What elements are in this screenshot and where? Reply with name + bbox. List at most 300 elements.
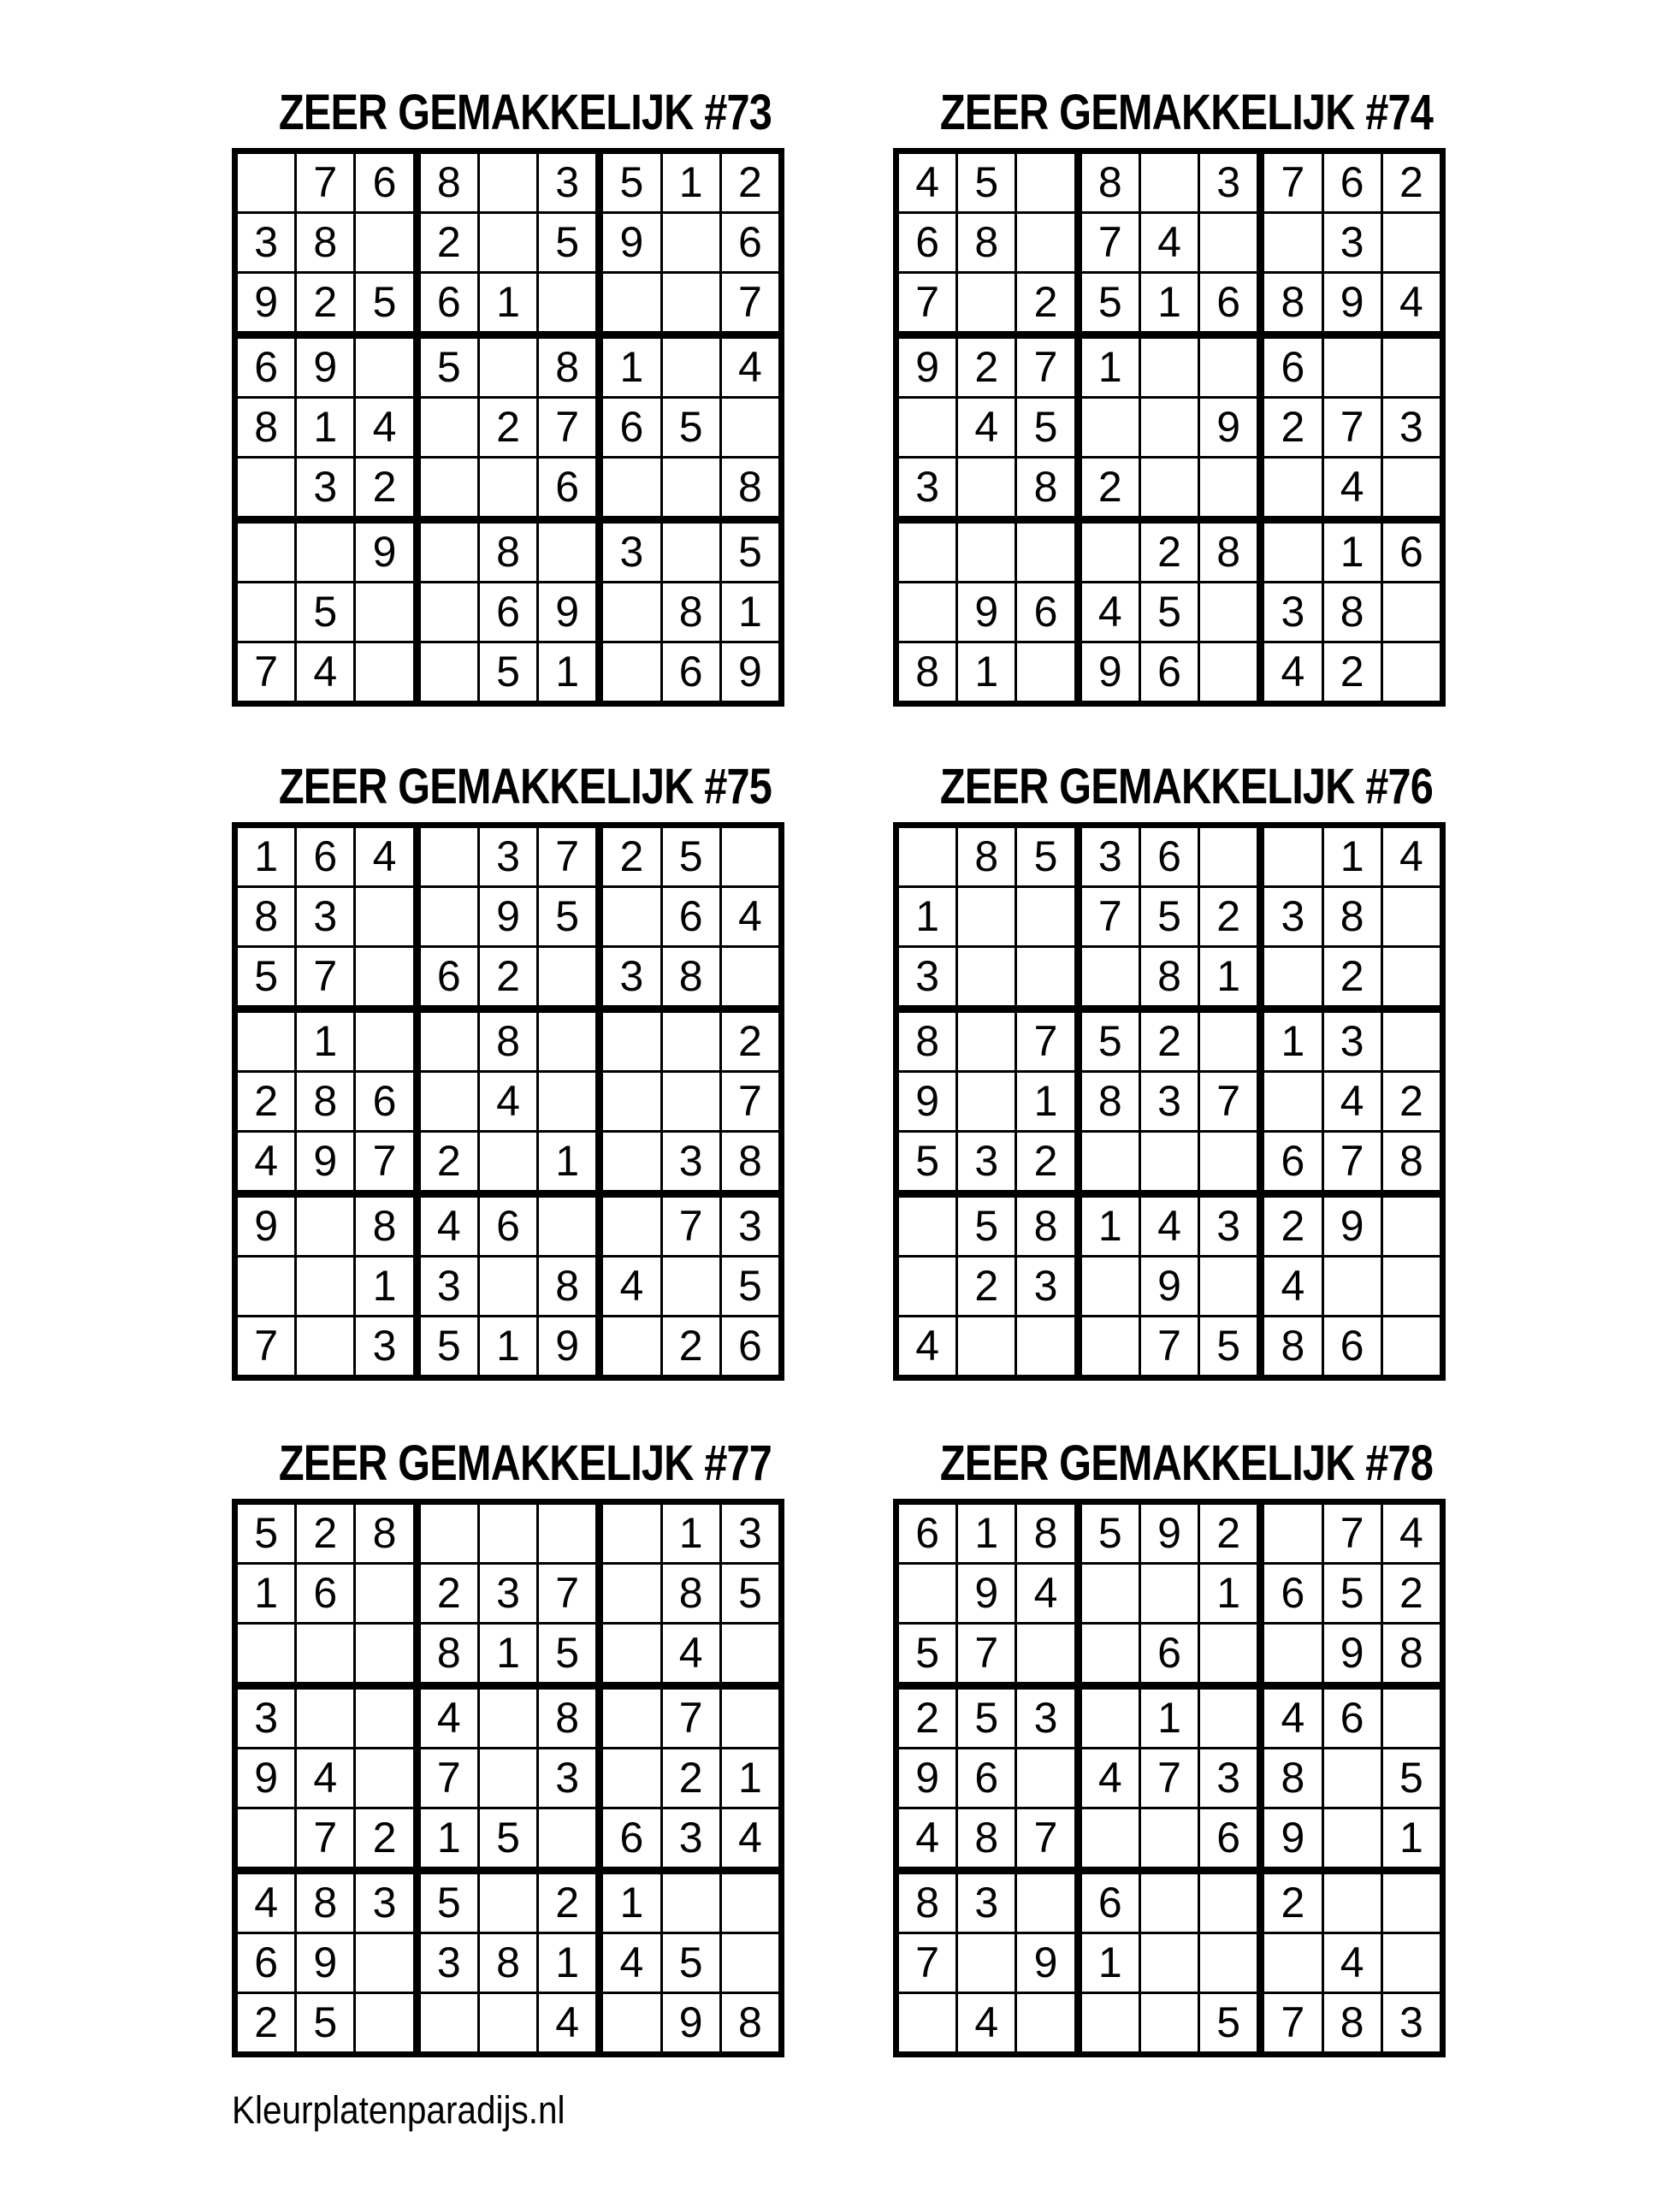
sudoku-cell: 5 bbox=[957, 1686, 1016, 1749]
sudoku-row bbox=[896, 1808, 1443, 1871]
sudoku-cell: 7 bbox=[538, 826, 600, 887]
sudoku-cell: 4 bbox=[1016, 1564, 1078, 1624]
sudoku-cell: 3 bbox=[1078, 826, 1139, 887]
sudoku-cell-empty bbox=[1199, 335, 1261, 398]
sudoku-cell: 1 bbox=[1016, 1072, 1078, 1132]
sudoku-cell-empty bbox=[661, 458, 720, 520]
sudoku-cell-empty bbox=[661, 273, 720, 335]
sudoku-cell-empty bbox=[355, 583, 417, 642]
sudoku-row bbox=[896, 213, 1443, 273]
puzzle-title-text: ZEER GEMAKKELIJK #76 bbox=[939, 759, 1433, 814]
sudoku-cell: 5 bbox=[355, 273, 417, 335]
sudoku-cell: 8 bbox=[1016, 1194, 1078, 1257]
sudoku-cell: 8 bbox=[478, 1009, 537, 1072]
sudoku-grid-73 bbox=[232, 148, 784, 707]
puzzle-title-76 bbox=[893, 759, 1446, 814]
sudoku-cell-empty bbox=[235, 583, 296, 642]
sudoku-cell: 7 bbox=[1322, 1502, 1381, 1564]
sudoku-cell: 8 bbox=[538, 335, 600, 398]
sudoku-cell-empty bbox=[1016, 151, 1078, 213]
sudoku-row bbox=[896, 273, 1443, 335]
sudoku-cell: 5 bbox=[1016, 826, 1078, 887]
footer bbox=[232, 2088, 1680, 2133]
sudoku-cell: 1 bbox=[417, 1808, 478, 1871]
sudoku-cell-empty bbox=[661, 1257, 720, 1317]
sudoku-cell: 3 bbox=[1261, 583, 1322, 642]
puzzle-block-77 bbox=[232, 1435, 784, 2057]
sudoku-cell-empty bbox=[1381, 1194, 1442, 1257]
sudoku-row bbox=[896, 1933, 1443, 1993]
sudoku-cell: 3 bbox=[478, 1564, 537, 1624]
sudoku-cell-empty bbox=[235, 1257, 296, 1317]
sudoku-cell: 5 bbox=[957, 1194, 1016, 1257]
sudoku-cell-empty bbox=[720, 1871, 781, 1933]
sudoku-cell: 6 bbox=[1139, 1624, 1198, 1686]
sudoku-cell-empty bbox=[1016, 1749, 1078, 1808]
puzzle-block-73 bbox=[232, 85, 784, 707]
sudoku-cell: 6 bbox=[1199, 273, 1261, 335]
sudoku-cell: 8 bbox=[661, 583, 720, 642]
sudoku-cell: 8 bbox=[1016, 1502, 1078, 1564]
sudoku-cell: 9 bbox=[957, 583, 1016, 642]
sudoku-cell-empty bbox=[355, 1009, 417, 1072]
sudoku-cell-empty bbox=[1078, 520, 1139, 583]
sudoku-cell: 2 bbox=[296, 1502, 355, 1564]
sudoku-cell-empty bbox=[478, 151, 537, 213]
sudoku-cell: 3 bbox=[1322, 213, 1381, 273]
puzzle-row-3 bbox=[232, 1435, 1680, 2057]
sudoku-cell: 6 bbox=[235, 335, 296, 398]
sudoku-cell-empty bbox=[600, 642, 661, 704]
sudoku-cell: 5 bbox=[661, 826, 720, 887]
sudoku-row bbox=[896, 1194, 1443, 1257]
sudoku-cell: 4 bbox=[896, 1317, 957, 1378]
sudoku-grid-77 bbox=[232, 1499, 784, 2057]
sudoku-cell: 1 bbox=[957, 1502, 1016, 1564]
sudoku-row bbox=[896, 1993, 1443, 2055]
sudoku-cell-empty bbox=[1261, 947, 1322, 1009]
sudoku-cell: 5 bbox=[296, 583, 355, 642]
sudoku-cell: 9 bbox=[896, 1749, 957, 1808]
sudoku-cell: 5 bbox=[1322, 1564, 1381, 1624]
sudoku-row bbox=[235, 1317, 782, 1378]
sudoku-cell: 1 bbox=[538, 642, 600, 704]
sudoku-cell-empty bbox=[478, 335, 537, 398]
sudoku-cell-empty bbox=[538, 1072, 600, 1132]
sudoku-cell-empty bbox=[1199, 1624, 1261, 1686]
puzzle-block-74 bbox=[893, 85, 1446, 707]
sudoku-cell: 9 bbox=[957, 1564, 1016, 1624]
sudoku-cell: 4 bbox=[661, 1624, 720, 1686]
sudoku-cell-empty bbox=[1139, 1132, 1198, 1194]
sudoku-cell: 1 bbox=[235, 826, 296, 887]
sudoku-cell-empty bbox=[661, 335, 720, 398]
sudoku-row bbox=[896, 1317, 1443, 1378]
sudoku-cell: 9 bbox=[538, 1317, 600, 1378]
sudoku-cell: 4 bbox=[896, 1808, 957, 1871]
sudoku-cell: 5 bbox=[235, 1502, 296, 1564]
sudoku-cell: 2 bbox=[1322, 642, 1381, 704]
sudoku-cell: 1 bbox=[720, 583, 781, 642]
sudoku-cell: 7 bbox=[720, 273, 781, 335]
sudoku-cell: 7 bbox=[1078, 213, 1139, 273]
puzzle-title-text: ZEER GEMAKKELIJK #77 bbox=[278, 1435, 772, 1491]
sudoku-row bbox=[896, 1749, 1443, 1808]
sudoku-cell-empty bbox=[296, 1624, 355, 1686]
sudoku-cell: 3 bbox=[417, 1933, 478, 1993]
sudoku-cell-empty bbox=[1199, 1871, 1261, 1933]
sudoku-cell-empty bbox=[1381, 887, 1442, 947]
puzzle-title-78 bbox=[893, 1435, 1446, 1491]
sudoku-row bbox=[235, 1933, 782, 1993]
sudoku-row bbox=[235, 1749, 782, 1808]
sudoku-row bbox=[235, 1009, 782, 1072]
sudoku-cell: 8 bbox=[1322, 1993, 1381, 2055]
sudoku-cell: 4 bbox=[478, 1072, 537, 1132]
sudoku-cell: 8 bbox=[355, 1194, 417, 1257]
sudoku-cell: 4 bbox=[1261, 1257, 1322, 1317]
sudoku-cell: 7 bbox=[896, 1933, 957, 1993]
sudoku-row bbox=[896, 947, 1443, 1009]
sudoku-cell: 4 bbox=[1139, 213, 1198, 273]
sudoku-cell-empty bbox=[600, 1686, 661, 1749]
sudoku-cell: 5 bbox=[417, 1871, 478, 1933]
sudoku-cell-empty bbox=[957, 1933, 1016, 1993]
sudoku-cell: 2 bbox=[1016, 1132, 1078, 1194]
sudoku-cell-empty bbox=[478, 213, 537, 273]
sudoku-cell-empty bbox=[600, 887, 661, 947]
sudoku-cell: 2 bbox=[478, 947, 537, 1009]
sudoku-cell-empty bbox=[1261, 1502, 1322, 1564]
sudoku-cell: 2 bbox=[1261, 1194, 1322, 1257]
sudoku-cell: 5 bbox=[1199, 1317, 1261, 1378]
sudoku-row bbox=[235, 398, 782, 458]
sudoku-cell: 6 bbox=[957, 1749, 1016, 1808]
sudoku-cell: 8 bbox=[1078, 151, 1139, 213]
sudoku-cell: 1 bbox=[355, 1257, 417, 1317]
sudoku-cell-empty bbox=[1381, 335, 1442, 398]
puzzle-row-1 bbox=[232, 85, 1680, 707]
sudoku-cell-empty bbox=[417, 583, 478, 642]
sudoku-cell: 9 bbox=[355, 520, 417, 583]
sudoku-cell: 2 bbox=[720, 1009, 781, 1072]
sudoku-cell: 6 bbox=[1322, 151, 1381, 213]
sudoku-cell-empty bbox=[1381, 1871, 1442, 1933]
puzzle-title-77 bbox=[232, 1435, 784, 1491]
sudoku-row bbox=[896, 1502, 1443, 1564]
sudoku-cell: 6 bbox=[1078, 1871, 1139, 1933]
sudoku-cell: 6 bbox=[1139, 826, 1198, 887]
sudoku-cell: 6 bbox=[538, 458, 600, 520]
sudoku-cell: 1 bbox=[538, 1132, 600, 1194]
sudoku-cell-empty bbox=[1199, 583, 1261, 642]
sudoku-cell-empty bbox=[296, 1194, 355, 1257]
sudoku-cell: 4 bbox=[957, 1993, 1016, 2055]
sudoku-row bbox=[235, 520, 782, 583]
sudoku-cell: 8 bbox=[957, 826, 1016, 887]
sudoku-cell: 7 bbox=[1016, 1009, 1078, 1072]
sudoku-cell: 4 bbox=[600, 1257, 661, 1317]
sudoku-cell-empty bbox=[1139, 1564, 1198, 1624]
sudoku-cell: 6 bbox=[1261, 335, 1322, 398]
sudoku-cell-empty bbox=[538, 1194, 600, 1257]
sudoku-cell: 8 bbox=[1261, 273, 1322, 335]
sudoku-cell-empty bbox=[355, 213, 417, 273]
sudoku-cell: 2 bbox=[235, 1072, 296, 1132]
sudoku-cell-empty bbox=[478, 458, 537, 520]
sudoku-cell-empty bbox=[1199, 1686, 1261, 1749]
sudoku-row bbox=[235, 583, 782, 642]
sudoku-cell-empty bbox=[600, 1749, 661, 1808]
sudoku-cell-empty bbox=[1322, 1257, 1381, 1317]
sudoku-cell-empty bbox=[355, 642, 417, 704]
sudoku-cell: 8 bbox=[235, 887, 296, 947]
sudoku-cell: 8 bbox=[1261, 1749, 1322, 1808]
sudoku-cell-empty bbox=[417, 1993, 478, 2055]
sudoku-cell-empty bbox=[896, 1564, 957, 1624]
sudoku-cell: 5 bbox=[1139, 887, 1198, 947]
sudoku-cell-empty bbox=[1139, 458, 1198, 520]
sudoku-cell: 2 bbox=[661, 1749, 720, 1808]
sudoku-cell-empty bbox=[720, 1686, 781, 1749]
sudoku-cell: 6 bbox=[1322, 1686, 1381, 1749]
sudoku-row bbox=[896, 826, 1443, 887]
sudoku-cell: 5 bbox=[896, 1132, 957, 1194]
sudoku-cell: 1 bbox=[661, 151, 720, 213]
sudoku-cell-empty bbox=[1322, 1749, 1381, 1808]
sudoku-cell: 6 bbox=[417, 947, 478, 1009]
sudoku-cell: 6 bbox=[478, 1194, 537, 1257]
sudoku-cell-empty bbox=[1199, 826, 1261, 887]
sudoku-cell: 1 bbox=[1322, 520, 1381, 583]
sudoku-cell-empty bbox=[296, 1686, 355, 1749]
sudoku-cell: 7 bbox=[661, 1686, 720, 1749]
sudoku-cell-empty bbox=[1199, 1257, 1261, 1317]
sudoku-cell: 9 bbox=[235, 273, 296, 335]
sudoku-cell-empty bbox=[417, 1072, 478, 1132]
sudoku-row bbox=[235, 1132, 782, 1194]
sudoku-cell: 8 bbox=[478, 1933, 537, 1993]
sudoku-row bbox=[235, 642, 782, 704]
sudoku-cell: 6 bbox=[296, 1564, 355, 1624]
sudoku-cell: 3 bbox=[1139, 1072, 1198, 1132]
sudoku-cell-empty bbox=[538, 273, 600, 335]
sudoku-cell-empty bbox=[1139, 151, 1198, 213]
sudoku-cell: 5 bbox=[235, 947, 296, 1009]
sudoku-cell-empty bbox=[661, 1072, 720, 1132]
sudoku-cell-empty bbox=[1016, 642, 1078, 704]
sudoku-row bbox=[235, 213, 782, 273]
sudoku-cell: 6 bbox=[1199, 1808, 1261, 1871]
sudoku-cell: 8 bbox=[1139, 947, 1198, 1009]
sudoku-cell: 4 bbox=[1261, 642, 1322, 704]
sudoku-cell: 6 bbox=[1261, 1132, 1322, 1194]
sudoku-cell: 1 bbox=[1078, 1933, 1139, 1993]
sudoku-cell-empty bbox=[1139, 335, 1198, 398]
sudoku-cell: 1 bbox=[235, 1564, 296, 1624]
sudoku-cell-empty bbox=[957, 520, 1016, 583]
sudoku-cell-empty bbox=[355, 947, 417, 1009]
sudoku-cell: 9 bbox=[1016, 1933, 1078, 1993]
sudoku-cell: 3 bbox=[661, 1132, 720, 1194]
sudoku-cell: 2 bbox=[355, 458, 417, 520]
sudoku-cell: 7 bbox=[538, 1564, 600, 1624]
sudoku-cell: 8 bbox=[1261, 1317, 1322, 1378]
sudoku-cell-empty bbox=[1261, 458, 1322, 520]
sudoku-row bbox=[235, 1194, 782, 1257]
sudoku-cell: 4 bbox=[1261, 1686, 1322, 1749]
sudoku-cell: 6 bbox=[1261, 1564, 1322, 1624]
sudoku-grid-78 bbox=[893, 1499, 1446, 2057]
sudoku-cell-empty bbox=[478, 1686, 537, 1749]
sudoku-cell: 2 bbox=[417, 213, 478, 273]
sudoku-cell: 2 bbox=[957, 335, 1016, 398]
sudoku-cell-empty bbox=[417, 520, 478, 583]
sudoku-cell: 6 bbox=[720, 1317, 781, 1378]
sudoku-cell-empty bbox=[1381, 1933, 1442, 1993]
sudoku-cell: 6 bbox=[1322, 1317, 1381, 1378]
sudoku-cell: 3 bbox=[720, 1194, 781, 1257]
puzzle-row-2 bbox=[232, 759, 1680, 1381]
sudoku-cell: 1 bbox=[296, 1009, 355, 1072]
puzzle-title-text: ZEER GEMAKKELIJK #74 bbox=[939, 85, 1433, 140]
sudoku-cell-empty bbox=[1381, 1686, 1442, 1749]
sudoku-cell-empty bbox=[1261, 1072, 1322, 1132]
sudoku-cell-empty bbox=[417, 642, 478, 704]
sudoku-cell: 7 bbox=[1261, 151, 1322, 213]
sudoku-grid-74 bbox=[893, 148, 1446, 707]
sudoku-cell: 9 bbox=[296, 335, 355, 398]
sudoku-cell: 9 bbox=[1139, 1502, 1198, 1564]
sudoku-cell: 2 bbox=[957, 1257, 1016, 1317]
sudoku-cell: 1 bbox=[1139, 273, 1198, 335]
sudoku-cell: 4 bbox=[235, 1132, 296, 1194]
sudoku-cell-empty bbox=[478, 1257, 537, 1317]
sudoku-cell-empty bbox=[355, 1624, 417, 1686]
sudoku-cell-empty bbox=[478, 1993, 537, 2055]
sudoku-row bbox=[896, 1072, 1443, 1132]
sudoku-cell-empty bbox=[661, 520, 720, 583]
sudoku-cell-empty bbox=[1199, 458, 1261, 520]
sudoku-row bbox=[235, 1564, 782, 1624]
sudoku-cell-empty bbox=[896, 583, 957, 642]
sudoku-cell: 9 bbox=[896, 335, 957, 398]
sudoku-cell: 3 bbox=[235, 213, 296, 273]
sudoku-cell-empty bbox=[478, 1871, 537, 1933]
sudoku-row bbox=[235, 335, 782, 398]
sudoku-cell-empty bbox=[355, 887, 417, 947]
sudoku-cell-empty bbox=[600, 1132, 661, 1194]
sudoku-cell-empty bbox=[235, 151, 296, 213]
sudoku-cell: 3 bbox=[1199, 151, 1261, 213]
sudoku-cell-empty bbox=[1016, 1317, 1078, 1378]
sudoku-cell-empty bbox=[538, 1808, 600, 1871]
sudoku-row bbox=[896, 520, 1443, 583]
sudoku-cell: 2 bbox=[1261, 1871, 1322, 1933]
sudoku-cell-empty bbox=[1139, 398, 1198, 458]
sudoku-cell: 3 bbox=[1016, 1686, 1078, 1749]
sudoku-cell: 7 bbox=[1078, 887, 1139, 947]
sudoku-cell: 3 bbox=[957, 1871, 1016, 1933]
sudoku-cell: 6 bbox=[296, 826, 355, 887]
puzzle-title-73 bbox=[232, 85, 784, 140]
sudoku-cell-empty bbox=[1016, 520, 1078, 583]
sudoku-cell-empty bbox=[896, 1257, 957, 1317]
sudoku-cell-empty bbox=[720, 398, 781, 458]
sudoku-cell: 8 bbox=[1381, 1624, 1442, 1686]
sudoku-cell: 1 bbox=[478, 273, 537, 335]
sudoku-cell: 5 bbox=[600, 151, 661, 213]
sudoku-cell-empty bbox=[235, 1624, 296, 1686]
sudoku-row bbox=[896, 1564, 1443, 1624]
sudoku-cell: 2 bbox=[235, 1993, 296, 2055]
sudoku-cell-empty bbox=[1139, 1808, 1198, 1871]
sudoku-cell: 4 bbox=[1381, 1502, 1442, 1564]
sudoku-cell: 1 bbox=[1199, 1564, 1261, 1624]
sudoku-cell-empty bbox=[1381, 642, 1442, 704]
sudoku-cell: 6 bbox=[1016, 583, 1078, 642]
sudoku-cell-empty bbox=[296, 1317, 355, 1378]
sudoku-cell: 6 bbox=[720, 213, 781, 273]
sudoku-cell: 9 bbox=[1139, 1257, 1198, 1317]
sudoku-cell-empty bbox=[1139, 1871, 1198, 1933]
sudoku-cell-empty bbox=[1078, 1624, 1139, 1686]
sudoku-cell: 1 bbox=[600, 1871, 661, 1933]
sudoku-cell: 8 bbox=[1381, 1132, 1442, 1194]
sudoku-cell: 6 bbox=[896, 1502, 957, 1564]
sudoku-cell-empty bbox=[600, 583, 661, 642]
sudoku-cell: 1 bbox=[296, 398, 355, 458]
sudoku-cell: 3 bbox=[538, 1749, 600, 1808]
sudoku-cell: 8 bbox=[296, 1072, 355, 1132]
sudoku-cell-empty bbox=[1381, 458, 1442, 520]
sudoku-row bbox=[235, 1624, 782, 1686]
sudoku-cell: 4 bbox=[720, 335, 781, 398]
sudoku-grid-76 bbox=[893, 822, 1446, 1381]
sudoku-cell: 3 bbox=[896, 947, 957, 1009]
sudoku-cell-empty bbox=[1078, 1808, 1139, 1871]
sudoku-cell-empty bbox=[1078, 1317, 1139, 1378]
sudoku-cell: 3 bbox=[296, 458, 355, 520]
sudoku-cell-empty bbox=[957, 887, 1016, 947]
sudoku-cell: 5 bbox=[957, 151, 1016, 213]
sudoku-cell: 1 bbox=[1139, 1686, 1198, 1749]
sudoku-cell-empty bbox=[600, 273, 661, 335]
sudoku-cell-empty bbox=[1261, 520, 1322, 583]
sudoku-cell: 8 bbox=[896, 642, 957, 704]
sudoku-cell-empty bbox=[1078, 1686, 1139, 1749]
sudoku-cell: 8 bbox=[1199, 520, 1261, 583]
sudoku-cell: 7 bbox=[720, 1072, 781, 1132]
sudoku-cell: 8 bbox=[478, 520, 537, 583]
sudoku-cell: 1 bbox=[600, 335, 661, 398]
sudoku-cell: 3 bbox=[957, 1132, 1016, 1194]
sudoku-cell: 6 bbox=[600, 398, 661, 458]
sudoku-row bbox=[235, 887, 782, 947]
sudoku-cell-empty bbox=[1322, 335, 1381, 398]
sudoku-cell: 8 bbox=[1322, 583, 1381, 642]
sudoku-cell-empty bbox=[720, 826, 781, 887]
sudoku-cell-empty bbox=[1381, 947, 1442, 1009]
sudoku-cell: 9 bbox=[661, 1993, 720, 2055]
sudoku-cell: 4 bbox=[1381, 273, 1442, 335]
sudoku-cell: 2 bbox=[1261, 398, 1322, 458]
sudoku-cell: 4 bbox=[355, 398, 417, 458]
puzzle-block-75 bbox=[232, 759, 784, 1381]
sudoku-cell-empty bbox=[600, 1993, 661, 2055]
sudoku-cell-empty bbox=[417, 1502, 478, 1564]
sudoku-grid-75 bbox=[232, 822, 784, 1381]
